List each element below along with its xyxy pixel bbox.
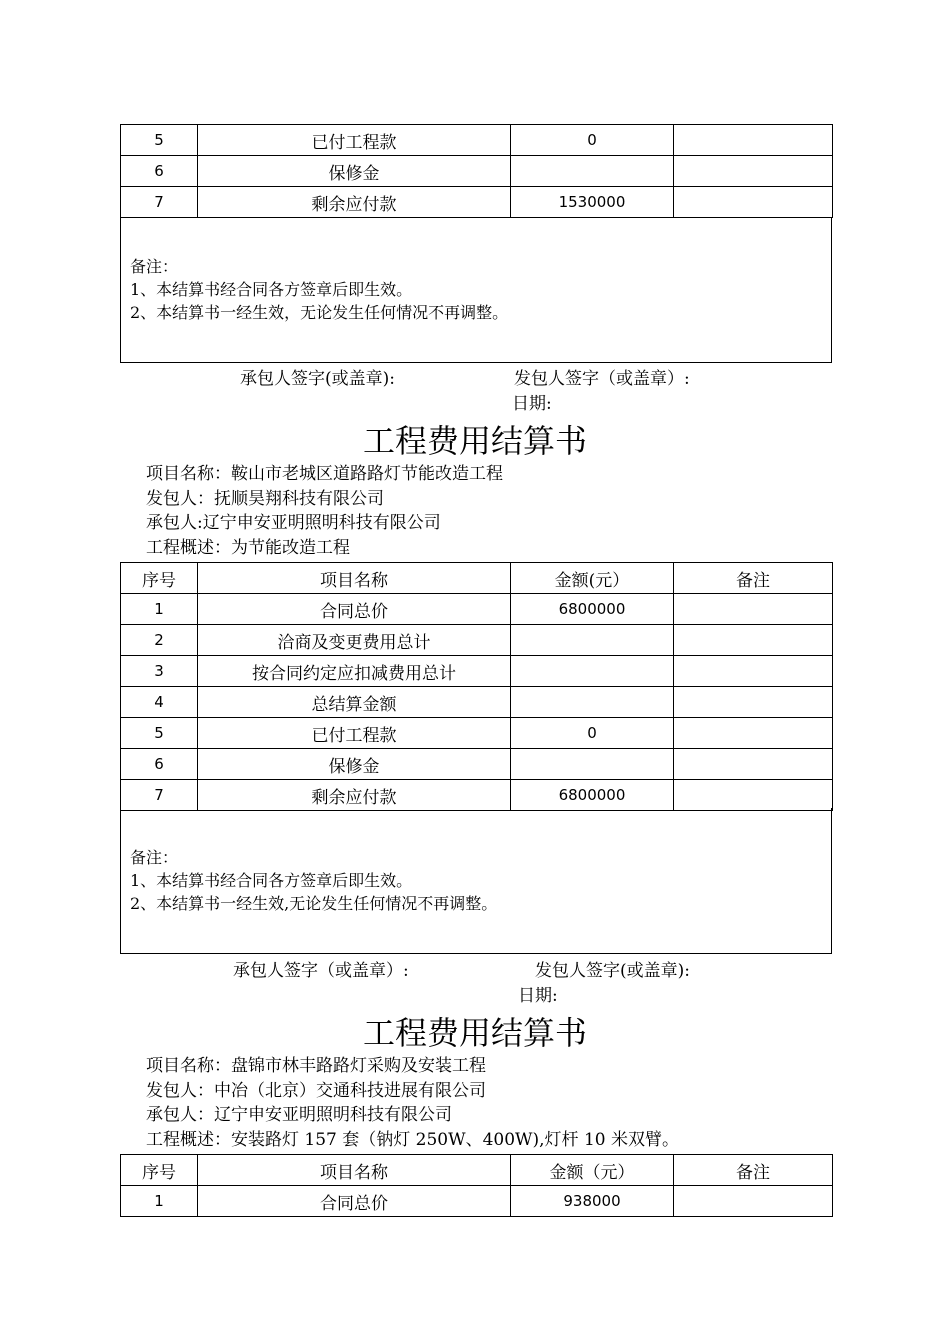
table-row xyxy=(121,1186,833,1217)
note-cell xyxy=(674,687,833,718)
employer-signature-label: 发包人签字（或盖章）: xyxy=(514,369,690,389)
amount-cell: 0 xyxy=(511,125,674,156)
row-number: 6 xyxy=(121,749,198,780)
row-number: 2 xyxy=(121,625,198,656)
row-number: 4 xyxy=(121,687,198,718)
note-cell xyxy=(674,125,833,156)
table-row xyxy=(121,125,833,156)
document-title: 工程费用结算书 xyxy=(362,1014,587,1052)
row-number: 7 xyxy=(121,780,198,811)
note-cell xyxy=(674,187,833,218)
header-note: 备注 xyxy=(674,563,833,594)
table-row xyxy=(121,594,833,625)
document-title: 工程费用结算书 xyxy=(362,422,587,460)
employer-name: 发包人：抚顺昊翔科技有限公司 xyxy=(146,488,384,509)
item-name: 合同总价 xyxy=(198,594,511,625)
date-label: 日期: xyxy=(512,394,552,414)
employer-signature-label: 发包人签字(或盖章): xyxy=(535,961,690,981)
item-name: 保修金 xyxy=(198,156,511,187)
contractor-name: 承包人:辽宁申安亚明照明科技有限公司 xyxy=(146,513,441,533)
item-name: 合同总价 xyxy=(198,1186,511,1217)
header-amount: 金额（元） xyxy=(511,1155,674,1186)
amount-cell xyxy=(511,749,674,780)
note-cell xyxy=(674,780,833,811)
table-row xyxy=(121,687,833,718)
note-cell xyxy=(674,625,833,656)
project-name: 项目名称：鞍山市老城区道路路灯节能改造工程 xyxy=(146,464,503,484)
row-number: 3 xyxy=(121,656,198,687)
item-name: 剩余应付款 xyxy=(198,187,511,218)
item-name: 已付工程款 xyxy=(198,125,511,156)
project-name: 项目名称：盘锦市林丰路路灯采购及安装工程 xyxy=(146,1056,486,1076)
project-overview: 工程概述：安装路灯 157 套（钠灯 250W、400W),灯杆 10 米双臂。 xyxy=(146,1129,679,1150)
table-row xyxy=(121,156,833,187)
row-number: 5 xyxy=(121,125,198,156)
note-cell xyxy=(674,749,833,780)
item-name: 按合同约定应扣减费用总计 xyxy=(198,656,511,687)
header-item: 项目名称 xyxy=(198,1155,511,1186)
item-name: 总结算金额 xyxy=(198,687,511,718)
project-info xyxy=(146,1054,679,1152)
remarks-heading: 备注： xyxy=(130,848,179,867)
table-row xyxy=(121,656,833,687)
contractor-name: 承包人：辽宁申安亚明照明科技有限公司 xyxy=(146,1105,452,1125)
note-cell xyxy=(674,1186,833,1217)
row-number: 5 xyxy=(121,718,198,749)
row-number: 1 xyxy=(121,594,198,625)
project-overview: 工程概述：为节能改造工程 xyxy=(146,537,350,558)
remarks-line: 2、本结算书一经生效，无论发生任何情况不再调整。 xyxy=(130,303,509,322)
remarks-line: 2、本结算书一经生效,无论发生任何情况不再调整。 xyxy=(130,894,498,913)
item-name: 洽商及变更费用总计 xyxy=(198,625,511,656)
amount-cell xyxy=(511,656,674,687)
amount-cell: 1530000 xyxy=(511,187,674,218)
amount-cell xyxy=(511,625,674,656)
row-number: 6 xyxy=(121,156,198,187)
project-info xyxy=(146,462,503,560)
remarks-heading: 备注： xyxy=(130,257,179,276)
amount-cell: 6800000 xyxy=(511,594,674,625)
employer-name: 发包人：中冶（北京）交通科技进展有限公司 xyxy=(146,1080,486,1101)
note-cell xyxy=(674,594,833,625)
item-name: 剩余应付款 xyxy=(198,780,511,811)
amount-cell xyxy=(511,156,674,187)
item-name: 保修金 xyxy=(198,749,511,780)
note-cell xyxy=(674,656,833,687)
date-label: 日期: xyxy=(518,986,558,1006)
table-row xyxy=(121,718,833,749)
header-item: 项目名称 xyxy=(198,563,511,594)
table-row xyxy=(121,625,833,656)
item-name: 已付工程款 xyxy=(198,718,511,749)
amount-cell: 0 xyxy=(511,718,674,749)
table-header-row xyxy=(121,1155,833,1186)
table-row xyxy=(121,749,833,780)
remarks-box xyxy=(120,808,832,954)
note-cell xyxy=(674,156,833,187)
settlement-table xyxy=(120,1154,833,1217)
top-settlement-table xyxy=(120,124,833,218)
contractor-signature-label: 承包人签字（或盖章）: xyxy=(233,961,409,981)
table-header-row xyxy=(121,563,833,594)
contractor-signature-label: 承包人签字(或盖章): xyxy=(240,369,395,389)
remarks-line: 1、本结算书经合同各方签章后即生效。 xyxy=(130,280,413,299)
header-number: 序号 xyxy=(121,563,198,594)
header-amount: 金额(元） xyxy=(511,563,674,594)
header-note: 备注 xyxy=(674,1155,833,1186)
header-number: 序号 xyxy=(121,1155,198,1186)
table-row xyxy=(121,780,833,811)
note-cell xyxy=(674,718,833,749)
remarks-box xyxy=(120,217,832,363)
table-row xyxy=(121,187,833,218)
amount-cell: 6800000 xyxy=(511,780,674,811)
amount-cell: 938000 xyxy=(511,1186,674,1217)
amount-cell xyxy=(511,687,674,718)
row-number: 7 xyxy=(121,187,198,218)
remarks-line: 1、本结算书经合同各方签章后即生效。 xyxy=(130,871,413,890)
row-number: 1 xyxy=(121,1186,198,1217)
settlement-table xyxy=(120,562,833,811)
